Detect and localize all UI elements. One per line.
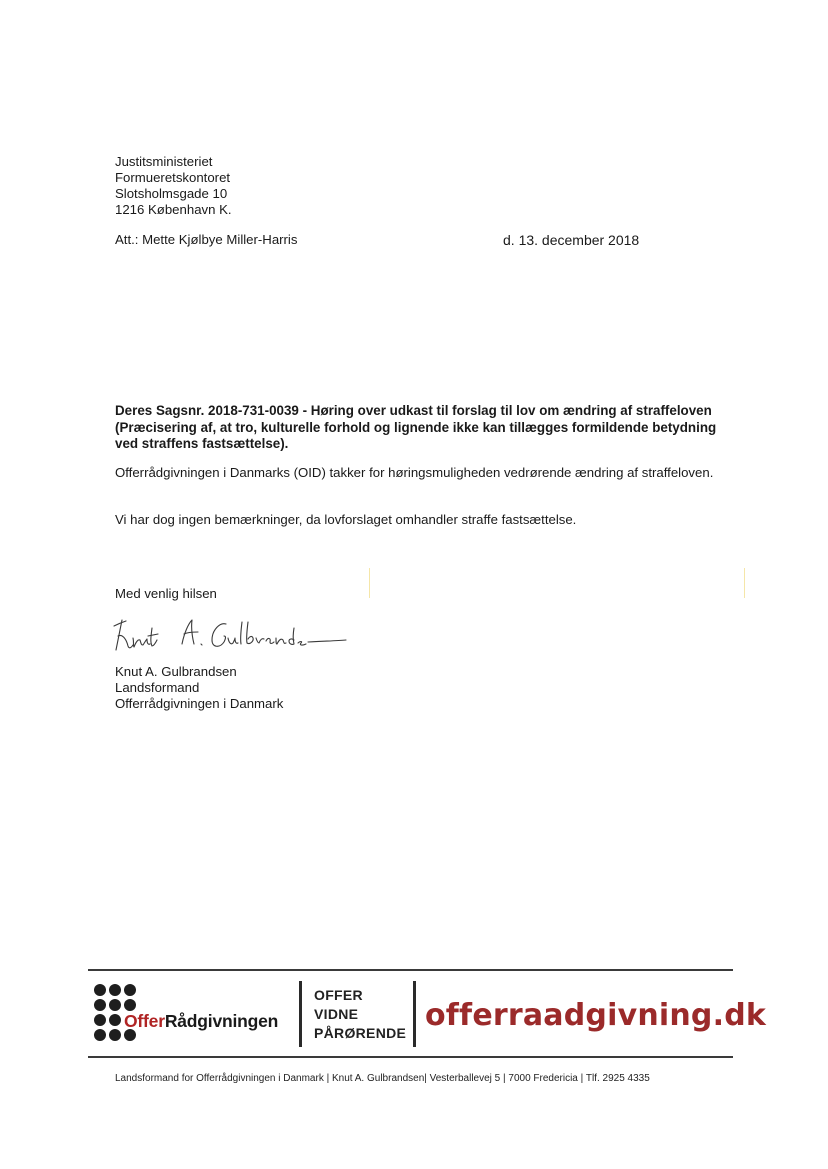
recipient-line: Slotsholmsgade 10 [115, 186, 228, 201]
footer-divider-top [88, 969, 733, 971]
body-paragraph-1: Offerrådgivningen i Danmarks (OID) takker for høringsmuligheden vedrørende ændring af straffeloven. [115, 465, 714, 480]
contact-line: Landsformand for Offerrådgivningen i Danmark | Knut A. Gulbrandsen| Vesterballevej 5 | 7000 Fredericia | Tlf. 2925 4335 [115, 1073, 650, 1084]
logo-radgivningen: Rådgivningen [164, 1011, 279, 1031]
body-paragraph-2: Vi har dog ingen bemærkninger, da lovforslaget omhandler straffe fastsættelse. [115, 512, 577, 527]
logo-letter-o: O [124, 1011, 138, 1031]
footer-separator [299, 981, 302, 1047]
roles-list [314, 986, 406, 1043]
attention-line: Att.: Mette Kjølbye Miller-Harris [115, 232, 298, 247]
recipient-address [115, 154, 232, 218]
recipient-line: 1216 København K. [115, 202, 232, 217]
closing-phrase: Med venlig hilsen [115, 586, 217, 601]
signer-name: Knut A. Gulbrandsen [115, 664, 237, 679]
letter-date: d. 13. december 2018 [503, 232, 640, 248]
footer-divider-bottom [88, 1056, 733, 1058]
scan-mark [369, 568, 370, 598]
footer-separator [413, 981, 416, 1047]
recipient-line: Formueretskontoret [115, 170, 231, 185]
role-item: PÅRØRENDE [314, 1025, 407, 1041]
organization-logo [124, 1011, 278, 1032]
handwritten-signature [108, 612, 348, 656]
role-item: VIDNE [314, 1006, 359, 1022]
recipient-line: Justitsministeriet [115, 154, 213, 169]
signer-title: Landsformand [115, 680, 200, 695]
subject-heading: Deres Sagsnr. 2018-731-0039 - Høring over udkast til forslag til lov om ændring af straffeloven (Præcisering af, at tro, kulturelle forhold og lignende ikke kan tillægges formildende betydning ved straffens fastsættelse). [115, 403, 717, 451]
signer-organization: Offerrådgivningen i Danmark [115, 696, 284, 711]
signer-block [115, 664, 283, 712]
role-item: OFFER [314, 987, 363, 1003]
website-url: offerraadgivning.dk [425, 998, 767, 1033]
scan-mark [744, 568, 745, 598]
logo-ffer: ffer [137, 1011, 165, 1031]
